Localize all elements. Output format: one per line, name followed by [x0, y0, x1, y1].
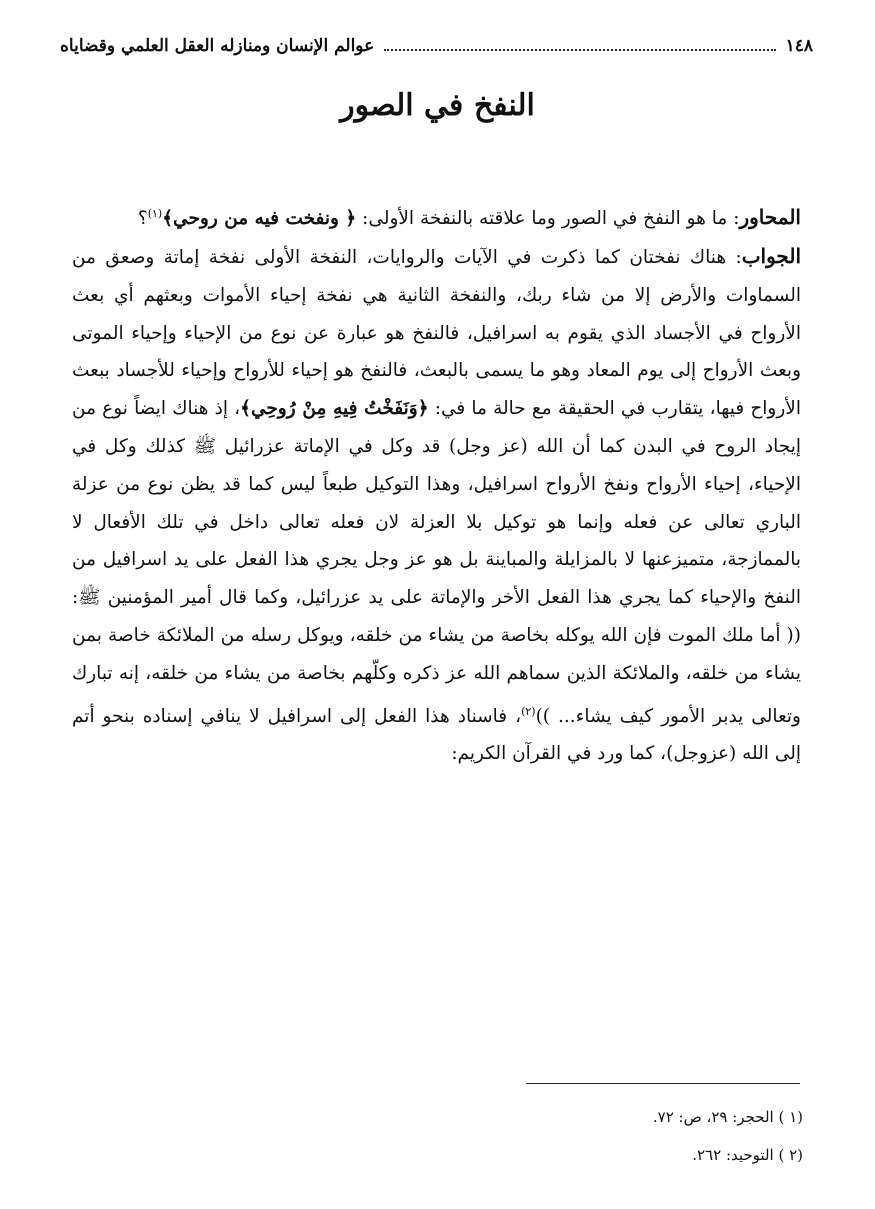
question-end: ؟ — [137, 208, 148, 230]
question-quote: ﴿ ونفخت فيه من روحي﴾ — [162, 208, 357, 230]
answer-text-3: ، فاسناد هذا الفعل إلى اسرافيل لا ينافي إسناده بنحو أتم إلى الله (عزوجل)، كما ورد في القرآن الكريم: — [72, 705, 801, 765]
answer-label: الجواب — [741, 243, 801, 268]
page-number: ١٤٨ — [785, 36, 813, 56]
question-label: المحاور — [739, 205, 801, 230]
footnotes — [653, 1098, 803, 1174]
main-text — [72, 195, 801, 773]
header-dot-leader — [384, 49, 775, 51]
section-title: النفخ في الصور — [340, 88, 535, 123]
verse-quote: ﴿وَنَفَخْتُ فِيهِ مِنْ رُوحِي﴾ — [240, 398, 429, 420]
book-title: عوالم الإنسان ومنازله العقل العلمي وقضاياه — [60, 36, 375, 56]
footnote-1: (١ ) الحجر: ٢٩، ص: ٧٢. — [652, 1108, 803, 1126]
question-text: : ما هو النفخ في الصور وما علاقته بالنفخة الأولى: — [356, 208, 740, 230]
answer-text-2: ، إذ هناك ايضاً نوع من إيجاد الروح في البدن كما أن الله (عز وجل) قد وكل في الإماتة عزرائيل ﷺ كذلك وكل في الإحياء، إحياء الأرواح ونفخ الأرواح اسرافيل، وهذا التوكيل طبعاً ليس كما قد يظن نوع من عزلة الباري تعالى عن فعله وإنما هو توكيل بلا العزلة لان فعله تعالى داخل في تلك الأفعال لا بالممازجة، متميزعنها لا بالمزايلة والمباينة بل هو عز وجل يجري هذا الفعل على يد اسرافيل من النفخ والإحياء كما يجري هذا الفعل الأخر والإماتة على يد عزرائيل، وكما قال أمير المؤمنين ﷺ: (( أما ملك الموت فإن الله يوكله بخاصة من يشاء من خلقه، ويوكل رسله من الملائكة خاصة بمن يشاء من خلقه، والملائكة الذين سماهم الله عز ذكره وكلّهم بخاصة من يشاء من خلقه، إنه تبارك وتعالى يدبر الأمور كيف يشاء... )) — [72, 398, 801, 727]
answer-paragraph — [72, 238, 801, 773]
answer-text-1: : هناك نفختان كما ذكرت في الآيات والروايات، النفخة الأولى نفخة إماتة وصعق من السماوات والأرض إلا من شاء ربك، والنفخة الثانية هي نفخة إحياء الأموات وبعثهم أي بعث الأرواح في الأجساد الذي يقوم به اسرافيل، فالنفخ هو عبارة عن نوع من الإحياء وإحياء الموتى وبعث الأرواح إلى يوم المعاد وهو ما يسمى بالبعث، فالنفخ هو إحياء للأرواح وإحياء للأجساد ببعث الأرواح فيها، يتقارب في الحقيقة مع حالة ما في: — [72, 246, 801, 420]
footnote-ref-2: (٢) — [521, 704, 536, 718]
footnote-ref-1: (١) — [147, 207, 163, 220]
running-header — [60, 30, 813, 62]
footnote-separator — [526, 1083, 800, 1084]
question-paragraph — [72, 195, 801, 238]
footnote-2: (٢ ) التوحيد: ٢٦٢. — [692, 1146, 803, 1164]
